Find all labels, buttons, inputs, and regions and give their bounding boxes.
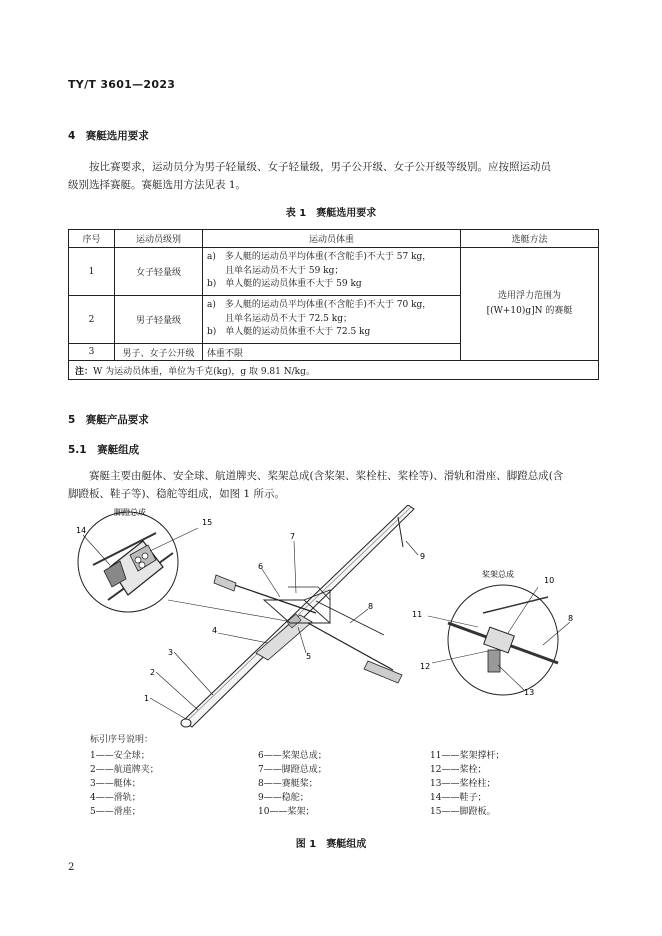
page-number: 2 xyxy=(68,862,75,873)
footstretcher-inset xyxy=(78,512,298,623)
rigger-inset xyxy=(428,585,570,695)
callout-3: 3 xyxy=(168,648,174,657)
legend-item: 9——稳舵； xyxy=(258,793,309,803)
legend-item: 1——安全球； xyxy=(90,751,150,761)
callout-6: 6 xyxy=(258,562,264,571)
section-4-para-line-1: 按比赛要求，运动员分为男子轻量级、女子轻量级，男子公开级、女子公开级等级别。应按照运动员 xyxy=(89,161,551,173)
legend-item: 5——滑座； xyxy=(90,807,141,817)
legend-title: 标引序号说明： xyxy=(90,735,154,745)
legend-item: 8——赛艇桨； xyxy=(258,779,318,789)
legend-item: 15——脚蹬板。 xyxy=(430,807,496,817)
section-5-para-line-1: 赛艇主要由艇体、安全球、航道牌夹、桨架总成(含桨架、桨栓柱、桨栓等)、滑轨和滑座、脚蹬总成(含 xyxy=(89,470,564,482)
method-cell xyxy=(461,248,599,361)
callout-7: 7 xyxy=(290,532,296,541)
row-level: 男子、女子公开级 xyxy=(115,344,203,361)
section-4-para-line-2: 级别选择赛艇。赛艇选用方法见表 1。 xyxy=(68,179,247,191)
callout-4: 4 xyxy=(212,626,218,635)
callout-1: 1 xyxy=(144,694,150,703)
inset-right-title: 桨架总成 xyxy=(482,570,514,579)
section-5-1-paragraph xyxy=(68,467,596,503)
legend-item: 11——桨架撑杆； xyxy=(430,751,505,761)
row-weight: 体重不限 xyxy=(203,344,461,361)
legend-item: 10——桨架； xyxy=(258,807,315,817)
callout-9: 9 xyxy=(420,552,426,561)
weight-line: 且单名运动员不大于 72.5 kg； xyxy=(225,313,352,324)
callout-10: 10 xyxy=(544,576,555,585)
callout-5: 5 xyxy=(306,652,312,661)
method-line-1: 选用浮力范围为 xyxy=(497,291,561,301)
note-label: 注： xyxy=(75,366,94,377)
legend-item: 2——航道牌夹； xyxy=(90,765,159,775)
table-row xyxy=(69,248,599,296)
table-1-caption: 表 1 赛艇选用要求 xyxy=(285,208,377,219)
row-no: 2 xyxy=(69,296,115,344)
callout-2: 2 xyxy=(150,668,156,677)
weight-line: a) 多人艇的运动员平均体重(不含舵手)不大于 70 kg， xyxy=(207,300,432,311)
header-no: 序号 xyxy=(69,230,115,248)
rowing-boat-figure xyxy=(68,505,598,730)
standard-code: TY/T 3601—2023 xyxy=(68,78,176,91)
callout-12: 12 xyxy=(420,662,431,671)
callout-15: 15 xyxy=(202,518,213,527)
header-weight: 运动员体重 xyxy=(203,230,461,248)
header-level: 运动员级别 xyxy=(115,230,203,248)
section-4-paragraph xyxy=(68,158,596,194)
weight-line: a) 多人艇的运动员平均体重(不含舵手)不大于 57 kg， xyxy=(207,252,432,263)
section-4-heading: 4 赛艇选用要求 xyxy=(68,130,149,142)
legend-column-1 xyxy=(90,749,159,819)
header-method: 选艇方法 xyxy=(461,230,599,248)
section-5-para-line-2: 脚蹬板、鞋子等)、稳舵等组成，如图 1 所示。 xyxy=(68,488,285,500)
weight-line: b) 单人艇的运动员体重不大于 59 kg xyxy=(207,279,362,290)
legend-item: 13——桨栓柱； xyxy=(430,779,496,789)
row-no: 1 xyxy=(69,248,115,296)
section-5-1-heading: 5.1 赛艇组成 xyxy=(68,444,140,456)
table-header-row xyxy=(69,230,599,248)
row-no: 3 xyxy=(69,344,115,361)
row-weight xyxy=(203,296,461,344)
callout-11: 11 xyxy=(412,610,423,619)
inset-left-title: 脚蹬总成 xyxy=(114,508,146,517)
table-note-row xyxy=(69,361,599,380)
legend-item: 3——艇体； xyxy=(90,779,141,789)
legend-item: 6——桨架总成； xyxy=(258,751,327,761)
legend-item: 12——桨栓； xyxy=(430,765,487,775)
row-level: 女子轻量级 xyxy=(115,248,203,296)
legend-item: 4——滑轨； xyxy=(90,793,141,803)
weight-line: b) 单人艇的运动员体重不大于 72.5 kg xyxy=(207,327,371,338)
figure-1-caption: 图 1 赛艇组成 xyxy=(295,839,367,850)
legend-item: 14——鞋子； xyxy=(430,793,487,803)
callout-14: 14 xyxy=(76,526,87,535)
legend-column-3 xyxy=(430,749,504,819)
legend-column-2 xyxy=(258,749,327,819)
table-1 xyxy=(68,229,599,380)
boat-hull xyxy=(181,505,414,727)
row-level: 男子轻量级 xyxy=(115,296,203,344)
table-note xyxy=(69,361,599,380)
row-weight xyxy=(203,248,461,296)
section-5-heading: 5 赛艇产品要求 xyxy=(68,414,149,426)
callout-8: 8 xyxy=(368,602,374,611)
callout-8-inset: 8 xyxy=(568,614,574,623)
callout-13: 13 xyxy=(524,688,535,697)
legend-item: 7——脚蹬总成； xyxy=(258,765,327,775)
note-text: W 为运动员体重，单位为千克(kg)，g 取 9.81 N/kg。 xyxy=(93,366,315,377)
weight-line: 且单名运动员不大于 59 kg； xyxy=(225,265,344,276)
method-line-2: [(W+10)g]N 的赛艇 xyxy=(486,306,573,316)
